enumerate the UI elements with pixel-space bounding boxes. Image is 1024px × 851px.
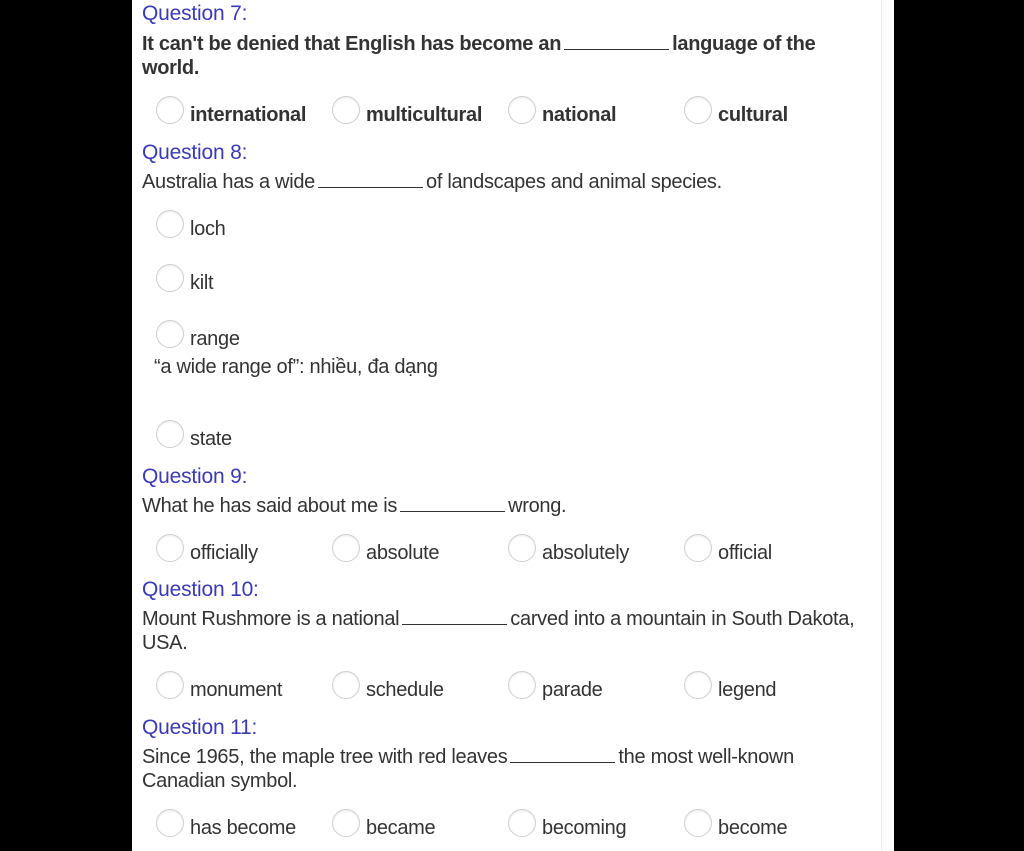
question-10-option-b[interactable]: schedule [332,673,444,702]
question-9-text-after: wrong. [508,495,567,517]
question-10-blank [402,609,507,625]
question-11-option-c[interactable]: becoming [508,811,626,840]
radio-button-icon[interactable] [684,534,712,562]
question-7-option-b[interactable]: multicultural [332,98,482,127]
radio-button-icon[interactable] [332,671,360,699]
question-11-option-a[interactable]: has become [156,811,296,840]
question-11-option-b[interactable]: became [332,811,435,840]
question-8-blank [318,172,423,188]
question-8-title: Question 8: [142,141,248,164]
question-10-option-a[interactable]: monument [156,673,282,702]
question-9-option-a[interactable]: officially [156,536,258,565]
question-8-option-b[interactable]: kilt [156,266,213,295]
question-7-text [142,32,872,80]
question-10-option-c[interactable]: parade [508,673,602,702]
radio-button-icon[interactable] [156,809,184,837]
question-10-option-d[interactable]: legend [684,673,776,702]
question-8-option-d[interactable]: state [156,422,232,451]
radio-button-icon[interactable] [156,96,184,124]
radio-button-icon[interactable] [156,264,184,292]
quiz-panel [132,0,894,851]
question-8-option-c[interactable]: range [156,322,240,351]
question-11-blank [510,747,615,763]
question-11-text [142,745,872,793]
question-8-explanation: “a wide range of”: nhiều, đa dạng [154,356,438,378]
question-9-text [142,494,872,518]
question-7-option-c[interactable]: national [508,98,616,127]
question-9-blank [400,496,505,512]
radio-button-icon[interactable] [156,671,184,699]
question-10-text-before: Mount Rushmore is a national [142,608,400,630]
radio-button-icon[interactable] [332,96,360,124]
question-8-option-a[interactable]: loch [156,212,226,241]
radio-button-icon[interactable] [156,210,184,238]
radio-button-icon[interactable] [508,96,536,124]
question-7-text-after: language of the world. [142,33,816,79]
question-11-text-before: Since 1965, the maple tree with red leaves [142,746,508,768]
radio-button-icon[interactable] [508,534,536,562]
radio-button-icon[interactable] [684,96,712,124]
radio-button-icon[interactable] [508,671,536,699]
radio-button-icon[interactable] [332,809,360,837]
question-11-text-after: the most well-known Canadian symbol. [142,746,794,792]
question-7-title: Question 7: [142,2,248,25]
radio-button-icon[interactable] [156,534,184,562]
question-11-title: Question 11: [142,716,258,739]
question-7-text-before: It can't be denied that English has become an [142,33,562,55]
radio-button-icon[interactable] [684,671,712,699]
question-7-blank [564,34,669,50]
question-11-option-d[interactable]: become [684,811,787,840]
question-9-title: Question 9: [142,465,248,488]
radio-button-icon[interactable] [332,534,360,562]
radio-button-icon[interactable] [156,420,184,448]
question-7-option-a[interactable]: international [156,98,306,127]
question-8-text-before: Australia has a wide [142,171,315,193]
radio-button-icon[interactable] [156,320,184,348]
question-8-text [142,170,872,194]
question-10-text [142,607,872,655]
radio-button-icon[interactable] [684,809,712,837]
question-9-text-before: What he has said about me is [142,495,398,517]
question-9-option-d[interactable]: official [684,536,772,565]
question-7-option-d[interactable]: cultural [684,98,788,127]
question-9-option-b[interactable]: absolute [332,536,439,565]
radio-button-icon[interactable] [508,809,536,837]
question-10-text-after: carved into a mountain in South Dakota, USA. [142,608,855,654]
question-8-text-after: of landscapes and animal species. [426,171,722,193]
question-10-title: Question 10: [142,578,259,601]
question-9-option-c[interactable]: absolutely [508,536,629,565]
